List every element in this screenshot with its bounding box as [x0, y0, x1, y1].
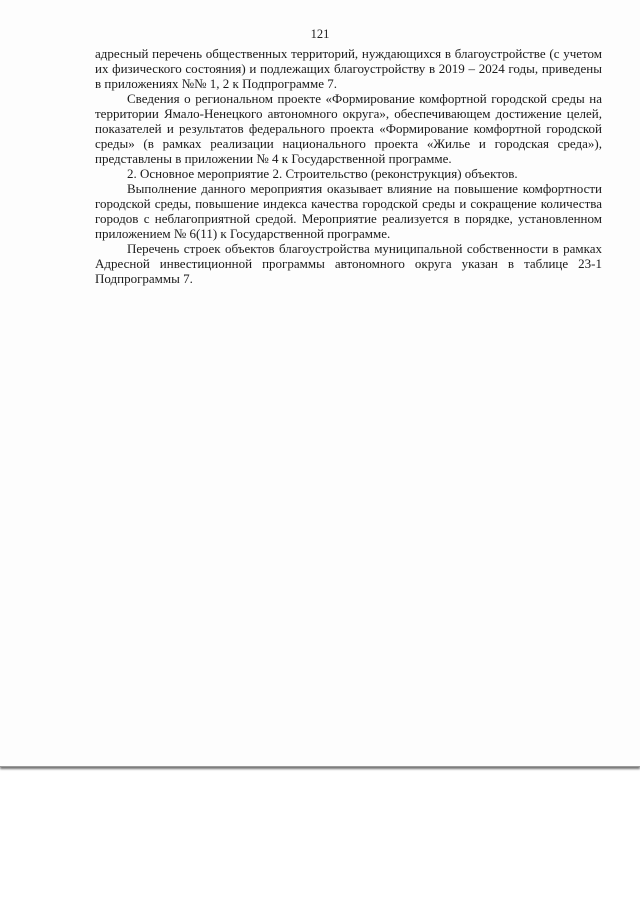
paragraph-construction-list: Перечень строек объектов благоустройства муниципальной собственности в рамках Адресной инвестиционной программы автономного округа указан в таблице 23-1 Подпрограммы 7.: [95, 241, 602, 286]
paragraph-address-list: адресный перечень общественных территорий, нуждающихся в благоустройстве (с учетом их физического состояния) и подлежащих благоустройству в 2019 – 2024 годы, приведены в приложениях №№ 1, 2 к Подпрограмме 7.: [95, 46, 602, 91]
paragraph-regional-project: Сведения о региональном проекте «Формирование комфортной городской среды на территории Ямало-Ненецкого автономного округа», обеспечивающем достижение целей, показателей и результатов федерального проекта «Формирование комфортной городской среды» (в рамках реализации национального проекта «Жилье и городская среда»), представлены в приложении № 4 к Государственной программе.: [95, 91, 602, 166]
page-number: 121: [310, 27, 330, 41]
paragraph-activity-impact: Выполнение данного мероприятия оказывает влияние на повышение комфортности городской среды, повышение индекса качества городской среды и сокращение количества городов с неблагоприятной средой. Мероприятие реализуется в порядке, установленном приложением № 6(11) к Государственной программе.: [95, 181, 602, 241]
paragraph-main-activity-heading: 2. Основное мероприятие 2. Строительство (реконструкция) объектов.: [127, 166, 518, 181]
document-body: [95, 46, 602, 286]
